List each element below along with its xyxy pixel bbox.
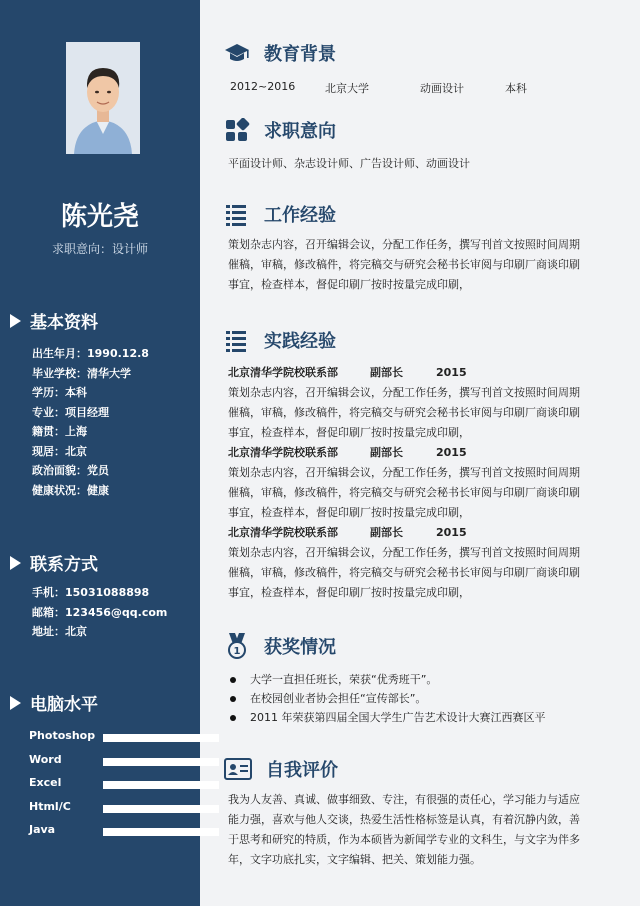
avatar-photo <box>66 42 140 154</box>
avatar <box>66 42 140 154</box>
info-item: 出生年月：1990.12.8 <box>32 347 149 360</box>
info-item: 健康状况：健康 <box>32 483 109 497</box>
skill-name: Excel <box>29 776 62 789</box>
practice-title: 实践经验 <box>264 331 336 352</box>
contact-list <box>32 583 167 642</box>
practice-org: 北京清华学院校联系部 <box>228 446 338 459</box>
education-degree: 本科 <box>505 82 527 95</box>
self-eval-text <box>228 790 598 870</box>
triangle-icon <box>10 314 21 328</box>
practice-year: 2015 <box>436 446 467 459</box>
computer-heading <box>10 690 98 715</box>
practice-year: 2015 <box>436 366 467 379</box>
practice-line: 事宜，检查样本，督促印刷厂按时按量完成印刷， <box>228 506 470 519</box>
info-item: 专业：项目经理 <box>32 405 109 419</box>
education-period: 2012~2016 <box>230 80 296 93</box>
practice-line: 催稿，审稿，修改稿件，将完稿交与研究会秘书长审阅与印刷厂商谈印刷 <box>228 566 580 579</box>
skill-row <box>29 776 194 800</box>
id-card-icon <box>224 758 252 780</box>
practice-entry-header <box>228 443 598 463</box>
practice-line: 策划杂志内容，召开编辑会议，分配工作任务，撰写刊首文按照时间周期 <box>228 466 580 479</box>
candidate-name: 陈光尧 <box>60 202 139 232</box>
award-text: 2011 年荣获第四届全国大学生广告艺术设计大赛江西赛区平 <box>250 711 546 724</box>
skill-name: Java <box>29 823 56 836</box>
award-item <box>230 670 546 689</box>
practice-entry-header <box>228 523 598 543</box>
skill-row <box>29 823 194 847</box>
practice-line: 事宜，检查样本，督促印刷厂按时按量完成印刷， <box>228 426 470 439</box>
list-icon <box>224 328 250 352</box>
bullet-icon <box>230 677 236 683</box>
practice-line: 策划杂志内容，召开编辑会议，分配工作任务，撰写刊首文按照时间周期 <box>228 546 580 559</box>
info-item: 毕业学校：清华大学 <box>32 366 131 380</box>
computer-title: 电脑水平 <box>30 695 98 715</box>
practice-list <box>228 363 598 603</box>
info-item: 籍贯：上海 <box>32 425 87 438</box>
info-item: 学历：本科 <box>32 386 87 399</box>
practice-role: 副部长 <box>370 526 403 539</box>
graduation-cap-icon <box>224 41 250 65</box>
work-line: 策划杂志内容，召开编辑会议，分配工作任务，撰写刊首文按照时间周期 <box>228 238 580 251</box>
triangle-icon <box>10 696 21 710</box>
basic-info-title: 基本资料 <box>30 313 98 333</box>
contact-heading <box>10 550 98 575</box>
awards-heading <box>224 632 336 660</box>
practice-year: 2015 <box>436 526 467 539</box>
self-eval-title: 自我评价 <box>266 760 338 781</box>
intent-heading <box>224 117 336 143</box>
self-eval-line: 能力强，喜欢与他人交谈，热爱生活性格标签是认真，有着沉静内敛，善 <box>228 813 580 826</box>
self-eval-line: 年，文字功底扎实，文字编辑、把关、策划能力强。 <box>228 853 481 866</box>
list-icon <box>224 202 250 226</box>
svg-text:1: 1 <box>233 646 241 657</box>
basic-info-list <box>32 344 149 500</box>
education-school: 北京大学 <box>325 82 369 95</box>
education-major: 动画设计 <box>420 82 464 95</box>
awards-list <box>230 670 546 727</box>
award-text: 大学一直担任班长，荣获“优秀班干”。 <box>250 673 438 686</box>
intent-title: 求职意向 <box>264 121 336 142</box>
info-item: 政治面貌：党员 <box>32 464 109 477</box>
job-intent: 求职意向：设计师 <box>51 242 148 256</box>
grid-icon <box>224 118 250 142</box>
contact-item: 地址：北京 <box>32 625 87 638</box>
skill-name: Html/C <box>29 800 71 813</box>
medal-icon <box>224 632 250 660</box>
practice-line: 事宜，检查样本，督促印刷厂按时按量完成印刷， <box>228 586 470 599</box>
skill-row <box>29 753 194 777</box>
award-item <box>230 689 546 708</box>
skill-row <box>29 729 194 753</box>
work-text <box>228 235 598 295</box>
intent-text: 平面设计师、杂志设计师、广告设计师、动画设计 <box>228 157 470 170</box>
sidebar <box>0 0 200 906</box>
practice-role: 副部长 <box>370 366 403 379</box>
award-text: 在校园创业者协会担任“宣传部长”。 <box>250 692 427 705</box>
info-item: 现居：北京 <box>32 444 87 458</box>
contact-item: 邮箱：123456@qq.com <box>32 605 168 619</box>
practice-org: 北京清华学院校联系部 <box>228 526 338 539</box>
self-eval-line: 于思考和研究的特质，作为本硕皆为新闻学专业的文科生，与文字为伴多 <box>228 833 580 846</box>
work-title: 工作经验 <box>264 205 336 226</box>
practice-line: 催稿，审稿，修改稿件，将完稿交与研究会秘书长审阅与印刷厂商谈印刷 <box>228 486 580 499</box>
main-content <box>200 0 640 906</box>
education-title: 教育背景 <box>264 44 336 65</box>
practice-line: 催稿，审稿，修改稿件，将完稿交与研究会秘书长审阅与印刷厂商谈印刷 <box>228 406 580 419</box>
practice-entry-header <box>228 363 598 383</box>
self-eval-heading <box>224 756 338 782</box>
work-line: 催稿，审稿，修改稿件，将完稿交与研究会秘书长审阅与印刷厂商谈印刷 <box>228 258 580 271</box>
skill-row <box>29 800 194 824</box>
practice-org: 北京清华学院校联系部 <box>228 366 338 379</box>
bullet-icon <box>230 696 236 702</box>
basic-info-heading <box>10 308 98 333</box>
self-eval-line: 我为人友善、真诚、做事细致、专注，有很强的责任心，学习能力与适应 <box>228 793 580 806</box>
practice-heading <box>224 327 336 353</box>
bullet-icon <box>230 715 236 721</box>
award-item <box>230 708 546 727</box>
skill-name: Photoshop <box>29 729 96 742</box>
contact-item: 手机：15031088898 <box>32 586 150 599</box>
contact-title: 联系方式 <box>30 555 98 575</box>
work-heading <box>224 201 336 227</box>
skill-name: Word <box>29 753 62 766</box>
work-line: 事宜，检查样本，督促印刷厂按时按量完成印刷， <box>228 278 470 291</box>
education-heading <box>224 40 336 66</box>
awards-title: 获奖情况 <box>264 637 336 658</box>
practice-role: 副部长 <box>370 446 403 459</box>
practice-line: 策划杂志内容，召开编辑会议，分配工作任务，撰写刊首文按照时间周期 <box>228 386 580 399</box>
triangle-icon <box>10 556 21 570</box>
